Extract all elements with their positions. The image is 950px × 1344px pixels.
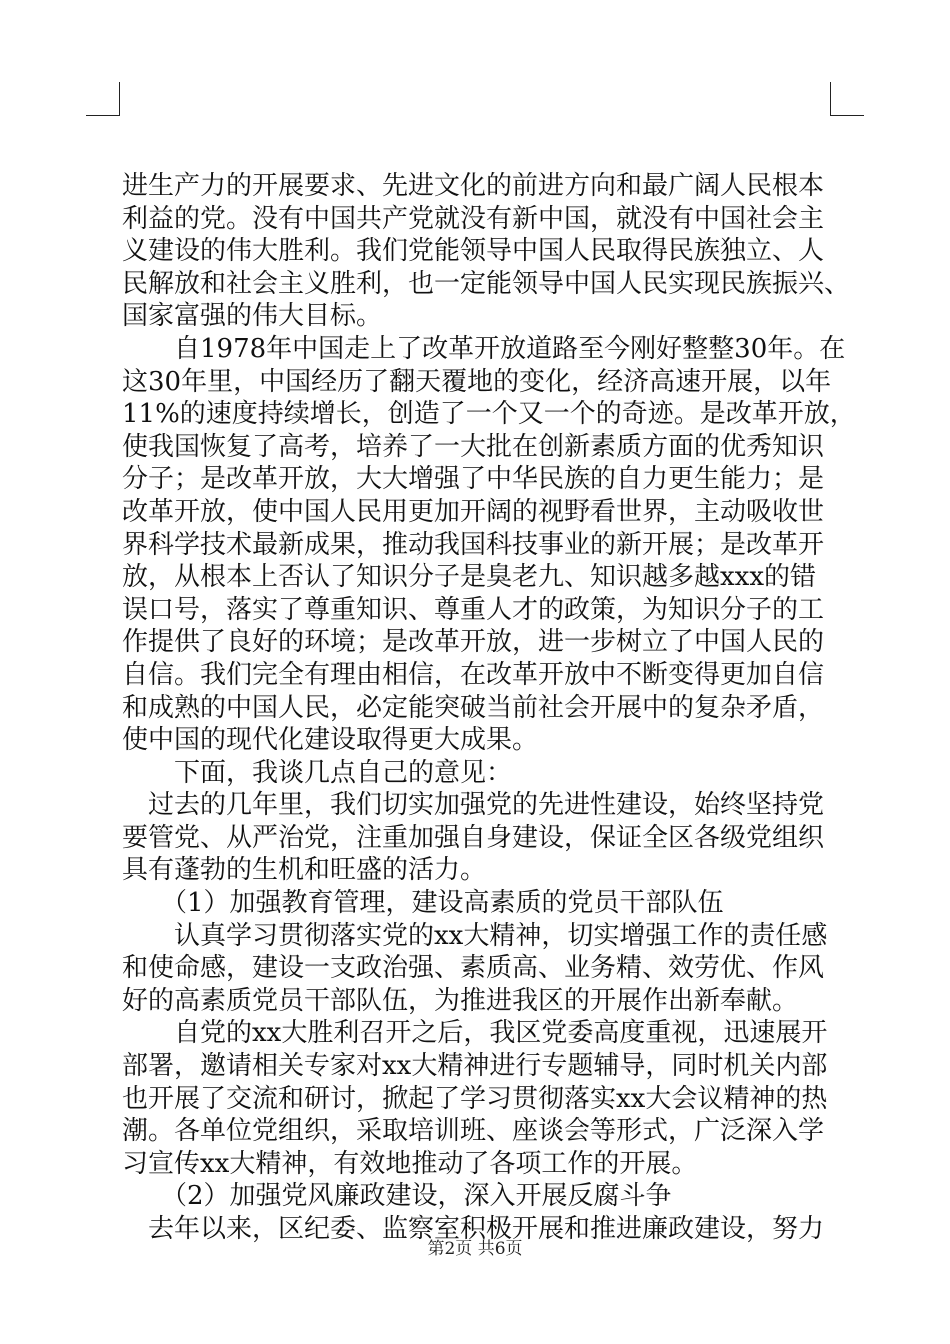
text-line: 去年以来，区纪委、监察室积极开展和推进廉政建设，努力 — [122, 1214, 825, 1244]
text-line: 也开展了交流和研讨，掀起了学习贯彻落实xx大会议精神的热 — [122, 1083, 828, 1114]
text-line: 好的高素质党员干部队伍，为推进我区的开展作出新奉献。 — [122, 985, 799, 1016]
crop-mark-top-left — [86, 82, 120, 116]
text-line: 界科学技术最新成果，推动我国科技事业的新开展；是改革开 — [122, 529, 825, 560]
text-line: 改革开放，使中国人民用更加开阔的视野看世界，主动吸收世 — [122, 496, 825, 527]
text-line: 作提供了良好的环境；是改革开放，进一步树立了中国人民的 — [122, 627, 825, 658]
text-line: 自党的xx大胜利召开之后，我区党委高度重视，迅速展开 — [122, 1018, 828, 1049]
text-line: （1）加强教育管理，建设高素质的党员干部队伍 — [122, 888, 724, 919]
crop-mark-top-right — [830, 82, 864, 116]
text-line: 使我国恢复了高考，培养了一大批在创新素质方面的优秀知识 — [122, 431, 825, 462]
text-line: 利益的党。没有中国共产党就没有新中国，就没有中国社会主 — [122, 203, 825, 234]
text-line: 和成熟的中国人民，必定能突破当前社会开展中的复杂矛盾， — [122, 692, 825, 723]
text-line: 自信。我们完全有理由相信，在改革开放中不断变得更加自信 — [122, 659, 825, 690]
text-line: 分子；是改革开放，大大增强了中华民族的自力更生能力；是 — [122, 464, 825, 495]
text-line: 自1978年中国走上了改革开放道路至今刚好整整30年。在 — [122, 333, 846, 364]
text-line: 误口号，落实了尊重知识、尊重人才的政策，为知识分子的工 — [122, 594, 825, 625]
text-line: 习宣传xx大精神，有效地推动了各项工作的开展。 — [122, 1148, 698, 1179]
text-line: 这30年里，中国经历了翻天覆地的变化，经济高速开展，以年 — [122, 366, 832, 397]
text-line: 和使命感，建设一支政治强、素质高、业务精、效劳优、作风 — [122, 953, 825, 984]
text-line: 国家富强的伟大目标。 — [122, 301, 383, 332]
text-line: 11%的速度持续增长，创造了一个又一个的奇迹。是改革开放， — [122, 399, 856, 430]
text-line: 使中国的现代化建设取得更大成果。 — [122, 725, 539, 756]
text-line: 具有蓬勃的生机和旺盛的活力。 — [122, 855, 487, 886]
page-footer: 第2页 共6页 — [427, 1239, 523, 1259]
text-line: （2）加强党风廉政建设，深入开展反腐斗争 — [122, 1181, 672, 1212]
text-line: 下面，我谈几点自己的意见： — [122, 757, 513, 788]
text-line: 放，从根本上否认了知识分子是臭老九、知识越多越xxx的错 — [122, 562, 816, 593]
text-line: 潮。各单位党组织，采取培训班、座谈会等形式，广泛深入学 — [122, 1116, 825, 1147]
text-line: 认真学习贯彻落实党的xx大精神，切实增强工作的责任感 — [122, 920, 828, 951]
text-line: 进生产力的开展要求、先进文化的前进方向和最广阔人民根本 — [122, 171, 825, 201]
text-line: 义建设的伟大胜利。我们党能领导中国人民取得民族独立、人 — [122, 236, 825, 267]
body-text — [122, 170, 856, 1246]
text-line: 民解放和社会主义胜利，也一定能领导中国人民实现民族振兴、 — [122, 268, 851, 299]
text-line: 要管党、从严治党，注重加强自身建设，保证全区各级党组织 — [122, 822, 825, 853]
text-line: 部署，邀请相关专家对xx大精神进行专题辅导，同时机关内部 — [122, 1051, 828, 1082]
text-line: 过去的几年里，我们切实加强党的先进性建设，始终坚持党 — [122, 790, 825, 821]
